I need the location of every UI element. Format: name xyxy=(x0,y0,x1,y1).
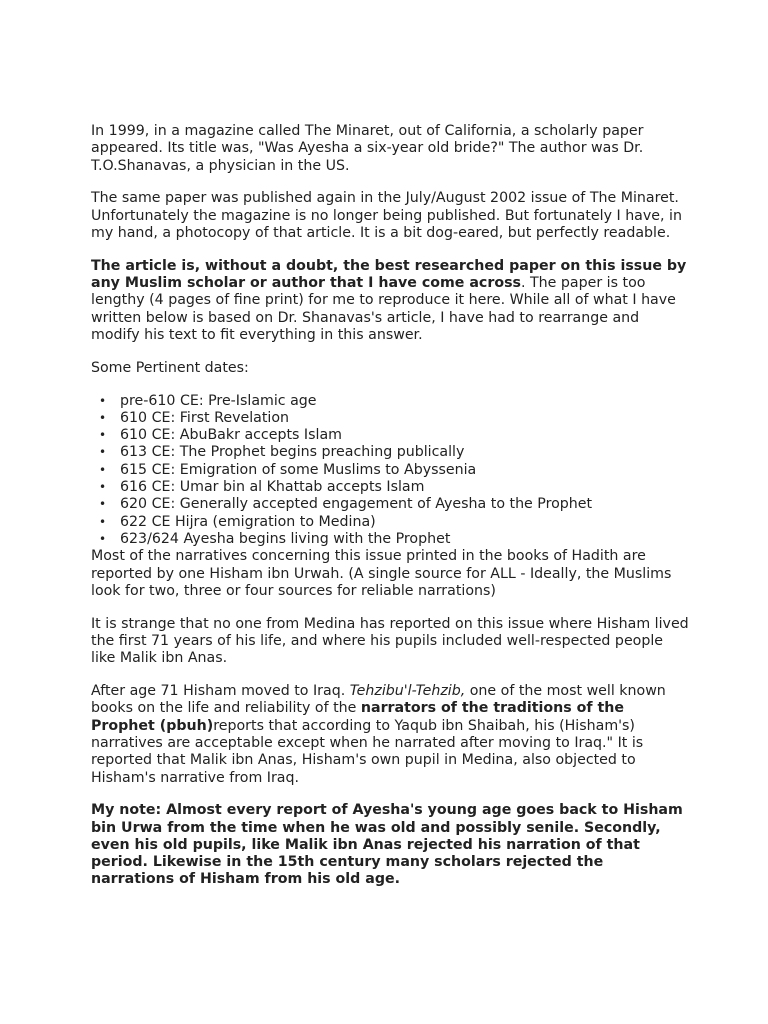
bold-narrators: narrators of the traditions of the Prophet (pbuh) xyxy=(91,700,624,734)
dates-list xyxy=(91,393,691,549)
paragraph-iraq-middle: one of the most well known books on the life and reliability of the xyxy=(91,683,666,717)
list-item: • 623/624 Ayesha begins living with the Prophet xyxy=(120,531,691,548)
paragraph-article-praise xyxy=(91,258,691,344)
paragraph-iraq-start: After age 71 Hisham moved to Iraq. xyxy=(91,683,350,700)
paragraph-republished: The same paper was published again in the July/August 2002 issue of The Minaret. Unfortunately the magazine is no longer being published. But fortunately I have, in my hand, a photocopy of that article. It is a bit dog-eared, but perfectly readable. xyxy=(91,190,682,241)
list-item: • 613 CE: The Prophet begins preaching publically xyxy=(120,444,691,461)
paragraph-iraq xyxy=(91,683,691,787)
list-item: • 616 CE: Umar bin al Khattab accepts Islam xyxy=(120,479,691,496)
list-item: • 610 CE: AbuBakr accepts Islam xyxy=(120,427,691,444)
list-item: • 615 CE: Emigration of some Muslims to Abyssenia xyxy=(120,462,691,479)
paragraph-hadith-source: Most of the narratives concerning this issue printed in the books of Hadith are reported by one Hisham ibn Urwah. (A single source for ALL - Ideally, the Muslims look for two, three or four sources for reliable narrations) xyxy=(91,548,672,599)
list-item: • 622 CE Hijra (emigration to Medina) xyxy=(120,514,691,531)
list-item: • 620 CE: Generally accepted engagement of Ayesha to the Prophet xyxy=(120,496,691,513)
bold-statement: The article is, without a doubt, the best researched paper on this issue by any Muslim scholar or author that I have come across xyxy=(91,257,687,292)
paragraph-article-praise-rest: . The paper is too lengthy (4 pages of fine print) for me to reproduce it here. While all of what I have written below is based on Dr. Shanavas's article, I have had to rearrange and modify his text to fit everything in this answer. xyxy=(91,275,676,343)
book-title: Tehzibu'l-Tehzib, xyxy=(349,683,466,700)
paragraph-medina: It is strange that no one from Medina has reported on this issue where Hisham lived the first 71 years of his life, and where his pupils included well-respected people like Malik ibn Anas. xyxy=(91,615,689,667)
document-body xyxy=(91,123,691,904)
dates-heading: Some Pertinent dates: xyxy=(91,359,249,376)
list-item: • 610 CE: First Revelation xyxy=(120,410,691,427)
paragraph-iraq-end: reports that according to Yaqub ibn Shaibah, his (Hisham's) narratives are acceptable except when he narrated after moving to Iraq." It is reported that Malik ibn Anas, Hisham's own pupil in Medina, also objected to Hisham's narrative from Iraq. xyxy=(91,717,644,786)
author-note: My note: Almost every report of Ayesha's young age goes back to Hisham bin Urwa from the time when he was old and possibly senile. Secondly, even his old pupils, like Malik ibn Anas rejected his narration of that period. Likewise in the 15th century many scholars rejected the narrations of Hisham from his old age. xyxy=(91,802,683,888)
list-item: • pre-610 CE: Pre-Islamic age xyxy=(120,393,691,410)
paragraph-minaret-intro: In 1999, in a magazine called The Minaret, out of California, a scholarly paper appeared. Its title was, "Was Ayesha a six-year old bride?" The author was Dr. T.O.Shanavas, a physician in the US. xyxy=(91,123,644,174)
